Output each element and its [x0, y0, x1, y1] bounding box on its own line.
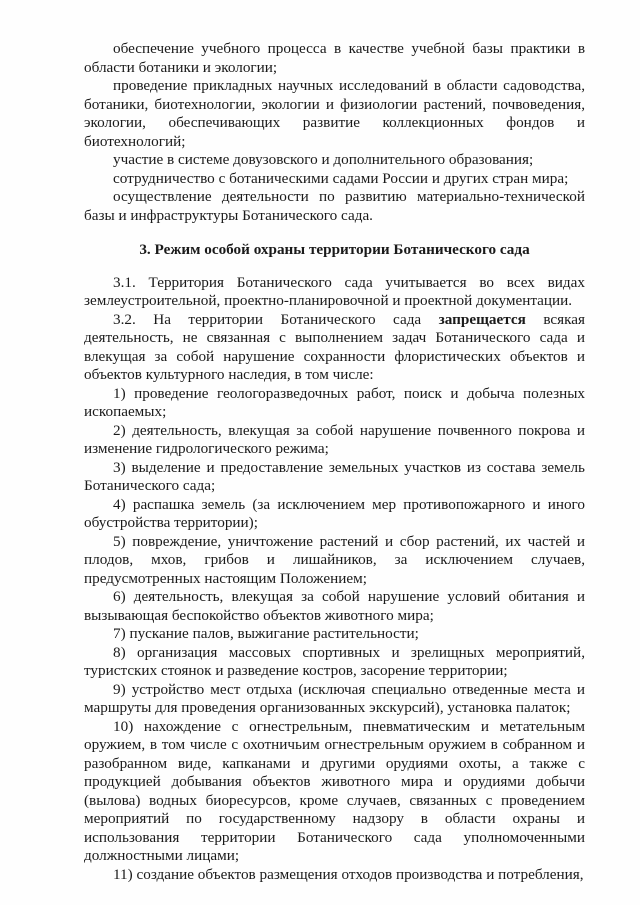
paragraph-3-2	[84, 311, 585, 385]
document-body	[84, 40, 585, 884]
prohibition-item-5: 5) повреждение, уничтожение растений и сбор растений, их частей и плодов, мхов, грибов и лишайников, за исключением случаев, предусмотренных настоящим Положением;	[84, 532, 585, 587]
paragraph-3-2-end: всякая деятельность, не связанная с выполнением задач Ботанического сада и влекущая за собой нарушение сохранности флористических объектов и объектов культурного наследия, в том числе:	[84, 310, 585, 383]
prohibition-item-4: 4) распашка земель (за исключением мер противопожарного и иного обустройства территории);	[84, 495, 585, 531]
prohibition-item-8: 8) организация массовых спортивных и зрелищных мероприятий, туристских стоянок и разведение костров, засорение территории;	[84, 643, 585, 679]
prohibition-item-1: 1) проведение геологоразведочных работ, поиск и добыча полезных ископаемых;	[84, 384, 585, 420]
paragraph-3-2-start: 3.2. На территории Ботанического сада	[113, 310, 439, 328]
prohibition-item-9: 9) устройство мест отдыха (исключая специально отведенные места и маршруты для проведения организованных экскурсий), установка палаток;	[84, 680, 585, 716]
section-3-heading: 3. Режим особой охраны территории Ботанического сада	[139, 241, 530, 258]
prohibition-item-7: 7) пускание палов, выжигание растительности;	[113, 625, 419, 642]
prohibition-item-2: 2) деятельность, влекущая за собой нарушение почвенного покрова и изменение гидрологического режима;	[84, 421, 585, 457]
goal-item-3: участие в системе довузовского и дополнительного образования;	[113, 151, 534, 168]
prohibition-item-6: 6) деятельность, влекущая за собой нарушение условий обитания и вызывающая беспокойство объектов животного мира;	[84, 588, 585, 624]
prohibition-item-11: 11) создание объектов размещения отходов производства и потребления,	[113, 865, 584, 883]
prohibited-emphasis: запрещается	[438, 310, 526, 328]
prohibition-item-10: 10) нахождение с огнестрельным, пневматическим и метательным оружием, в том числе с охотничьим огнестрельным оружием в собранном и разобранном виде, капканами и другими орудиями охоты, а также с продукцией добывания объектов животного мира и орудиями добычи (вылова) водных биоресурсов, кроме случаев, связанных с проведением мероприятий по государственному надзору в области охраны и использования территории Ботанического сада уполномоченными должностными лицами;	[84, 717, 585, 864]
paragraph-3-1: 3.1. Территория Ботанического сада учитывается во всех видах землеустроительной, проектно-планировочной и проектной документации.	[84, 273, 585, 309]
goal-item-4: сотрудничество с ботаническими садами России и других стран мира;	[113, 169, 569, 187]
goal-item-5: осуществление деятельности по развитию материально-технической базы и инфраструктуры Ботанического сада.	[84, 188, 585, 224]
goal-item-1: обеспечение учебного процесса в качестве учебной базы практики в области ботаники и экологии;	[84, 40, 585, 76]
prohibition-item-3: 3) выделение и предоставление земельных участков из состава земель Ботанического сада;	[84, 458, 585, 494]
goal-item-2: проведение прикладных научных исследований в области садоводства, ботаники, биотехнологии, экологии и физиологии растений, почвоведения, экологии, обеспечивающих развитие коллекционных фондов и биотехнологий;	[84, 77, 585, 150]
